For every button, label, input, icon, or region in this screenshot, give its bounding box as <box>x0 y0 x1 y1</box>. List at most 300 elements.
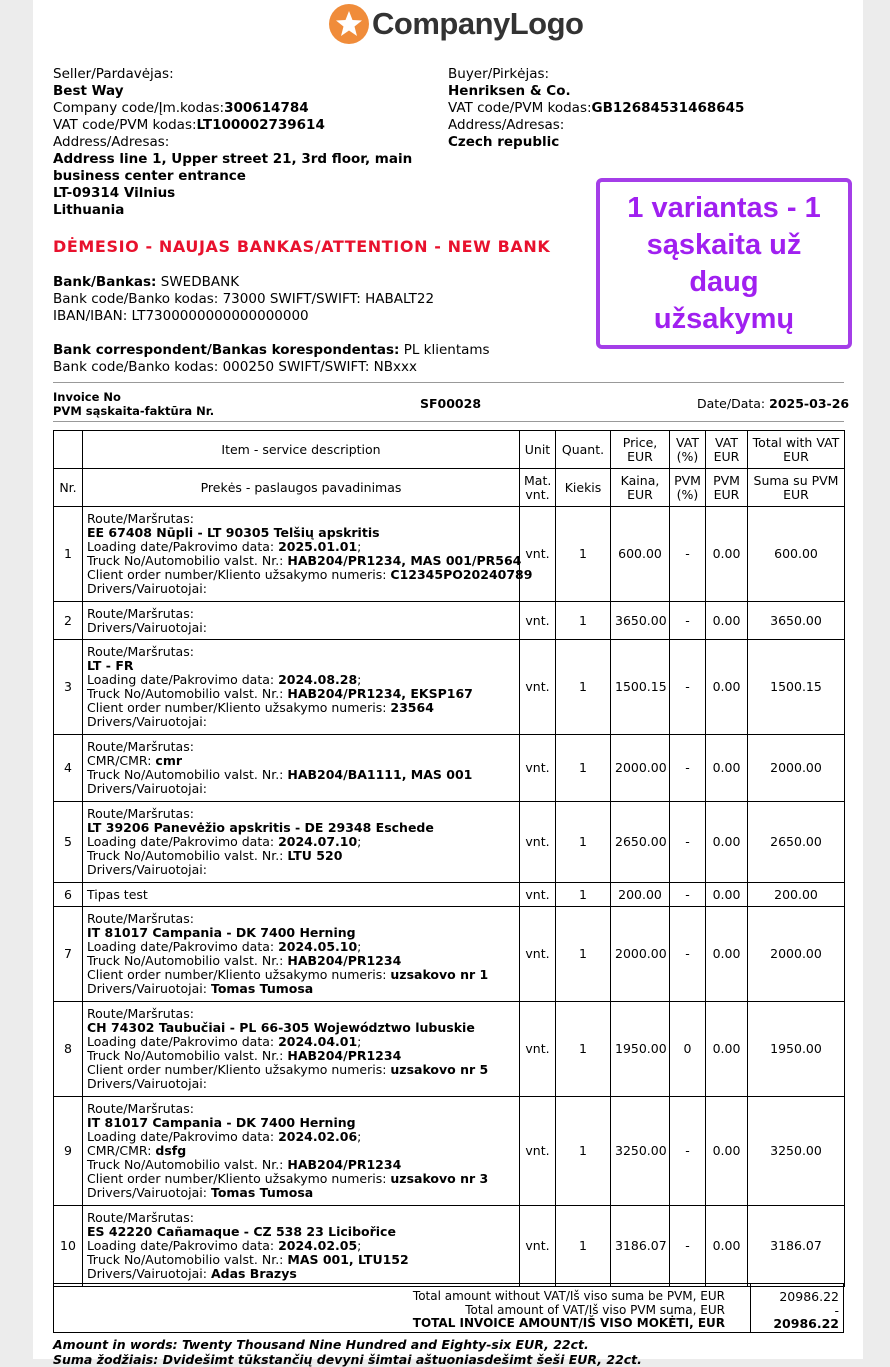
total-amount: 20986.22 <box>773 1316 839 1331</box>
description-value: LT - FR <box>87 658 134 673</box>
row-vat-percent: - <box>670 507 706 602</box>
description-label: Drivers/Vairuotojai: <box>87 1266 211 1281</box>
description-value: uzsakovo nr 3 <box>390 1171 489 1186</box>
row-number: 2 <box>54 602 83 640</box>
callout-line: užsakymų <box>653 302 795 335</box>
description-line <box>87 1267 515 1281</box>
description-line <box>87 687 515 701</box>
row-unit: vnt. <box>520 1206 556 1287</box>
description-label: Route/Maršrutas: <box>87 739 194 754</box>
description-label: Loading date/Pakrovimo data: <box>87 834 279 849</box>
description-line <box>87 645 515 659</box>
description-line <box>87 1158 515 1172</box>
description-label: Loading date/Pakrovimo data: <box>87 1129 279 1144</box>
header-cell: Item - service description <box>83 431 520 469</box>
description-value: 23564 <box>390 700 434 715</box>
description-value: CH 74302 Taubučiai - PL 66-305 Województwo lubuskie <box>87 1020 475 1035</box>
row-vat-percent: - <box>670 1097 706 1206</box>
row-vat-amount: 0.00 <box>706 1206 748 1287</box>
row-vat-percent: - <box>670 907 706 1002</box>
buyer-block <box>448 66 744 151</box>
description-label: Truck No/Automobilio valst. Nr.: <box>87 848 288 863</box>
description-line <box>87 849 515 863</box>
seller-name: Best Way <box>53 83 124 99</box>
row-vat-percent: - <box>670 883 706 907</box>
row-description <box>83 883 520 907</box>
row-number: 8 <box>54 1002 83 1097</box>
table-row <box>54 907 845 1002</box>
total-label: TOTAL INVOICE AMOUNT/IŠ VISO MOKĖTI, EUR <box>412 1316 725 1330</box>
description-label: Client order number/Klient​o užsakymo numeris: <box>87 700 391 715</box>
table-row <box>54 802 845 883</box>
company-logo <box>329 4 584 44</box>
bank-corr-name: PL klientams <box>403 342 490 358</box>
description-line <box>87 1021 515 1035</box>
table-row <box>54 1097 845 1206</box>
description-line <box>87 701 515 715</box>
seller-address-line: LT-09314 Vilnius <box>53 185 176 201</box>
row-vat-percent: - <box>670 802 706 883</box>
description-line <box>87 1211 515 1225</box>
description-label: Route/Maršrutas: <box>87 806 194 821</box>
row-description <box>83 507 533 602</box>
description-label: Loading date/Pakrovimo data: <box>87 539 279 554</box>
description-line <box>87 821 515 835</box>
row-vat-percent: - <box>670 602 706 640</box>
description-label: Drivers/Vairuotojai: <box>87 581 207 596</box>
seller-address-line: Address line 1, Upper street 21, 3rd floor, main <box>53 151 413 167</box>
description-label: Drivers/Vairuotojai: <box>87 862 207 877</box>
row-description <box>83 907 520 1002</box>
row-vat-amount: 0.00 <box>706 735 748 802</box>
row-vat-percent: 0 <box>670 1002 706 1097</box>
header-cell: VAT (%) <box>670 431 706 469</box>
row-unit: vnt. <box>520 507 556 602</box>
description-label: Route/Maršrutas: <box>87 644 194 659</box>
header-cell: Mat. vnt. <box>520 469 556 507</box>
row-total: 3250.00 <box>748 1097 845 1206</box>
divider <box>53 421 844 422</box>
row-price: 1950.00 <box>611 1002 670 1097</box>
row-vat-amount: 0.00 <box>706 907 748 1002</box>
description-value: 2024.07.10 <box>278 834 358 849</box>
invoice-label-lt: PVM sąskaita-faktūra Nr. <box>53 404 215 418</box>
row-number: 7 <box>54 907 83 1002</box>
table-row <box>54 735 845 802</box>
header-cell <box>54 431 83 469</box>
description-label: Client order number/Klient​o užsakymo numeris: <box>87 1062 391 1077</box>
description-line <box>87 1253 515 1267</box>
row-price: 3186.07 <box>611 1206 670 1287</box>
items-table <box>53 430 845 1287</box>
description-label: ; <box>357 1129 362 1144</box>
invoice-date-label: Date/Data: <box>697 396 766 411</box>
header-cell: Kiekis <box>556 469 611 507</box>
description-label: ; <box>357 939 362 954</box>
buyer-address: Czech republic <box>448 134 560 150</box>
description-line <box>87 607 515 621</box>
row-price: 200.00 <box>611 883 670 907</box>
description-label: CMR/CMR: <box>87 1143 156 1158</box>
description-label: Truck No/Automobilio valst. Nr.: <box>87 1157 288 1172</box>
divider <box>53 382 844 383</box>
description-line <box>87 673 515 687</box>
row-total: 2650.00 <box>748 802 845 883</box>
row-number: 5 <box>54 802 83 883</box>
description-label: Drivers/Vairuotojai: <box>87 714 207 729</box>
description-line <box>87 754 515 768</box>
description-label: Loading date/Pakrovimo data: <box>87 672 279 687</box>
description-value: IT 81017 Campania - DK 7400 Herning <box>87 1115 356 1130</box>
description-label: Drivers/Vairuotojai: <box>87 981 211 996</box>
invoice-number: SF00028 <box>420 396 482 411</box>
bank-corr-label: Bank correspondent/Bankas korespondentas: <box>53 342 400 358</box>
buyer-heading: Buyer/Pirkėjas: <box>448 66 550 82</box>
row-description <box>83 1097 520 1206</box>
seller-address-label: Address/Adresas: <box>53 134 170 150</box>
seller-address-line: Lithuania <box>53 202 125 218</box>
description-line <box>87 1172 515 1186</box>
row-vat-amount: 0.00 <box>706 507 748 602</box>
description-label: Drivers/Vairuotojai: <box>87 1185 211 1200</box>
description-label: Route/Maršrutas: <box>87 511 194 526</box>
row-quantity: 1 <box>556 802 611 883</box>
description-label: Truck No/Automobilio valst. Nr.: <box>87 686 288 701</box>
description-label: Drivers/Vairuotojai: <box>87 781 207 796</box>
description-line <box>87 1130 515 1144</box>
row-description <box>83 735 520 802</box>
description-value: dsfg <box>155 1143 187 1158</box>
description-line <box>87 1049 515 1063</box>
header-cell: Quant. <box>556 431 611 469</box>
table-header-row <box>54 469 845 507</box>
total-vat: - <box>834 1302 839 1318</box>
row-quantity: 1 <box>556 1206 611 1287</box>
description-line <box>87 1144 515 1158</box>
description-label: Route/Maršrutas: <box>87 1210 194 1225</box>
row-number: 1 <box>54 507 83 602</box>
description-value: HAB204/PR1234 <box>287 1048 402 1063</box>
seller-code-label: Company code/Įm.kodas: <box>53 100 225 116</box>
description-line <box>87 782 515 796</box>
row-vat-amount: 0.00 <box>706 602 748 640</box>
row-price: 2000.00 <box>611 907 670 1002</box>
description-value: EE 67408 Nūpli - LT 90305 Telšių apskritis <box>87 525 380 540</box>
row-description <box>83 640 520 735</box>
invoice-date-line <box>697 397 849 411</box>
description-label: Client order number/Klient​o užsakymo numeris: <box>87 967 391 982</box>
table-header-row <box>54 431 845 469</box>
description-label: Truck No/Automobilio valst. Nr.: <box>87 953 288 968</box>
description-label: Loading date/Pakrovimo data: <box>87 939 279 954</box>
description-line <box>87 1102 515 1116</box>
description-line <box>87 526 515 540</box>
description-value: 2024.08.28 <box>278 672 358 687</box>
row-unit: vnt. <box>520 735 556 802</box>
description-line <box>87 553 522 568</box>
row-description <box>83 1206 520 1287</box>
row-price: 600.00 <box>611 507 670 602</box>
row-number: 4 <box>54 735 83 802</box>
seller-vat-line <box>53 117 412 134</box>
description-line <box>87 512 515 526</box>
row-price: 2000.00 <box>611 735 670 802</box>
header-cell: Unit <box>520 431 556 469</box>
bank-corr-code-line: Bank code/Banko kodas: 000250 SWIFT/SWIFT: NBxxx <box>53 359 417 375</box>
seller-code: 300614784 <box>224 100 309 116</box>
description-line <box>87 1077 515 1091</box>
bank-code-line: Bank code/Banko kodas: 73000 SWIFT/SWIFT: HABALT22 <box>53 291 435 307</box>
row-unit: vnt. <box>520 1097 556 1206</box>
description-label: Drivers/Vairuotojai: <box>87 619 207 635</box>
description-line <box>87 807 515 821</box>
seller-vat: LT100002739614 <box>196 117 325 133</box>
description-value: 2024.05.10 <box>278 939 358 954</box>
description-label: Route/Maršrutas: <box>87 911 194 926</box>
table-row <box>54 602 845 640</box>
description-line <box>87 621 515 635</box>
amount-in-words <box>53 1337 642 1367</box>
header-cell: Suma su PVM EUR <box>748 469 845 507</box>
description-label: Truck No/Automobilio valst. Nr.: <box>87 553 288 568</box>
row-number: 3 <box>54 640 83 735</box>
row-unit: vnt. <box>520 640 556 735</box>
row-unit: vnt. <box>520 883 556 907</box>
table-row <box>54 640 845 735</box>
row-unit: vnt. <box>520 602 556 640</box>
seller-code-line <box>53 100 412 117</box>
description-line <box>87 1186 515 1200</box>
row-number: 10 <box>54 1206 83 1287</box>
table-row <box>54 507 845 602</box>
description-value: IT 81017 Campania - DK 7400 Herning <box>87 925 356 940</box>
row-number: 6 <box>54 883 83 907</box>
buyer-name: Henriksen & Co. <box>448 83 571 99</box>
invoice-number-label <box>53 390 214 418</box>
description-label: Loading date/Pakrovimo data: <box>87 1238 279 1253</box>
seller-address-line: business center entrance <box>53 168 246 184</box>
row-vat-percent: - <box>670 1206 706 1287</box>
row-description <box>83 602 520 640</box>
callout-line: sąskaita už <box>646 228 802 261</box>
description-label: Route/Maršrutas: <box>87 605 194 621</box>
description-label: Truck No/Automobilio valst. Nr.: <box>87 1252 288 1267</box>
row-quantity: 1 <box>556 907 611 1002</box>
description-label: Drivers/Vairuotojai: <box>87 1076 207 1091</box>
description-value: 2025.01.01 <box>278 539 358 554</box>
description-label: ; <box>357 1238 362 1253</box>
description-value: Adas Brazys <box>210 1266 297 1281</box>
header-cell: VAT EUR <box>706 431 748 469</box>
description-line <box>87 888 515 902</box>
attention-notice: DĖMESIO - NAUJAS BANKAS/ATTENTION - NEW BANK <box>53 237 551 256</box>
description-line <box>87 1225 515 1239</box>
star-circle-icon <box>329 4 369 44</box>
description-line <box>87 912 515 926</box>
row-price: 1500.15 <box>611 640 670 735</box>
description-line <box>87 582 515 596</box>
bank-block <box>53 274 490 376</box>
row-vat-amount: 0.00 <box>706 883 748 907</box>
callout-box <box>596 178 852 349</box>
description-line <box>87 740 515 754</box>
description-line <box>87 1116 515 1130</box>
row-price: 2650.00 <box>611 802 670 883</box>
description-value: HAB204/PR1234 <box>287 953 402 968</box>
description-value: LTU 520 <box>287 848 343 863</box>
description-value: MAS 001, LTU152 <box>287 1252 409 1267</box>
row-quantity: 1 <box>556 735 611 802</box>
bank-label: Bank/Bankas: <box>53 274 157 290</box>
description-value: ES 42220 Cañamaque - CZ 538 23 Licibořice <box>87 1224 396 1239</box>
header-cell: Nr. <box>54 469 83 507</box>
description-value: HAB204/BA1111, MAS 001 <box>287 767 473 782</box>
description-label: Client order number/Klient​o užsakymo numeris: <box>87 1171 391 1186</box>
description-value: HAB204/PR1234, EKSP167 <box>287 686 473 701</box>
header-cell: Prekės - paslaugos pavadinimas <box>83 469 520 507</box>
totals-labels <box>413 1290 725 1331</box>
buyer-vat-label: VAT code/PVM kodas: <box>448 100 592 116</box>
row-total: 3650.00 <box>748 602 845 640</box>
seller-heading: Seller/Pardavėjas: <box>53 66 174 82</box>
total-vat-label: Total amount of VAT/Iš viso PVM suma, EUR <box>465 1302 725 1317</box>
row-quantity: 1 <box>556 1097 611 1206</box>
row-vat-percent: - <box>670 640 706 735</box>
row-vat-percent: - <box>670 735 706 802</box>
description-label: ; <box>357 672 362 687</box>
amount-words-lt: Suma žodžiais: Dvidešimt tūkstančių devyni šimtai aštuoniasdešimt šeši EUR, 22ct. <box>53 1352 642 1367</box>
description-line <box>87 982 515 996</box>
buyer-address-label: Address/Adresas: <box>448 117 565 133</box>
amount-words-en: Amount in words: Twenty Thousand Nine Hundred and Eighty-six EUR, 22ct. <box>53 1337 589 1352</box>
row-vat-amount: 0.00 <box>706 1097 748 1206</box>
header-cell: Total with VAT EUR <box>748 431 845 469</box>
callout-line: daug <box>689 265 759 298</box>
invoice-page <box>33 0 863 1367</box>
table-row <box>54 883 845 907</box>
row-price: 3650.00 <box>611 602 670 640</box>
bank-corr-line <box>53 342 490 359</box>
description-value: 2024.04.01 <box>278 1034 358 1049</box>
seller-block <box>53 66 412 219</box>
row-description <box>83 802 520 883</box>
invoice-date: 2025-03-26 <box>769 396 850 411</box>
description-line <box>87 1007 515 1021</box>
buyer-vat-line <box>448 100 744 117</box>
buyer-vat: GB12684531468645 <box>591 100 745 116</box>
description-label: Truck No/Automobilio valst. Nr.: <box>87 767 288 782</box>
description-label: Client order number/Kliento užsakymo numeris: <box>87 567 391 582</box>
description-value: HAB204/PR1234, MAS 001/PR564 <box>287 553 522 568</box>
row-quantity: 1 <box>556 640 611 735</box>
totals-box <box>53 1283 844 1333</box>
logo-text: CompanyLogo <box>372 6 584 41</box>
description-line <box>87 863 515 877</box>
description-line <box>87 715 515 729</box>
row-vat-amount: 0.00 <box>706 802 748 883</box>
description-line <box>87 968 515 982</box>
description-label: Route/Maršrutas: <box>87 1101 194 1116</box>
description-line <box>87 567 533 582</box>
description-value: uzsakovo nr 1 <box>390 967 489 982</box>
description-label: ; <box>357 834 362 849</box>
row-vat-amount: 0.00 <box>706 1002 748 1097</box>
row-number: 9 <box>54 1097 83 1206</box>
description-line <box>87 940 515 954</box>
description-line <box>87 926 515 940</box>
bank-iban-line: IBAN/IBAN: LT7300000000000000000 <box>53 308 309 324</box>
description-value: 2024.02.05 <box>278 1238 358 1253</box>
description-line <box>87 1239 515 1253</box>
bank-name: SWEDBANK <box>160 274 240 290</box>
header-cell: Price, EUR <box>611 431 670 469</box>
description-value: 2024.02.06 <box>278 1129 358 1144</box>
description-value: uzsakovo nr 5 <box>390 1062 489 1077</box>
row-unit: vnt. <box>520 802 556 883</box>
description-value: LT 39206 Panevėžio apskritis - DE 29348 Eschede <box>87 820 434 835</box>
header-cell: PVM EUR <box>706 469 748 507</box>
description-line <box>87 954 515 968</box>
description-line <box>87 768 515 782</box>
description-label: ; <box>357 1034 362 1049</box>
row-total: 3186.07 <box>748 1206 845 1287</box>
description-value: HAB204/PR1234 <box>287 1157 402 1172</box>
description-label: Truck No/Automobilio valst. Nr.: <box>87 1048 288 1063</box>
table-row <box>54 1002 845 1097</box>
description-line <box>87 1035 515 1049</box>
description-line <box>87 659 515 673</box>
row-unit: vnt. <box>520 1002 556 1097</box>
row-description <box>83 1002 520 1097</box>
row-quantity: 1 <box>556 507 611 602</box>
table-row <box>54 1206 845 1287</box>
header-cell: PVM (%) <box>670 469 706 507</box>
description-label: CMR/CMR: <box>87 753 156 768</box>
bank-line <box>53 274 490 291</box>
row-price: 3250.00 <box>611 1097 670 1206</box>
description-value: Tomas Tumosa <box>210 981 314 996</box>
seller-vat-label: VAT code/PVM kodas: <box>53 117 197 133</box>
total-without-vat: 20986.22 <box>779 1289 839 1304</box>
description-label: Loading date/Pakrovimo data: <box>87 1034 279 1049</box>
description-value: Tomas Tumosa <box>210 1185 314 1200</box>
row-total: 600.00 <box>748 507 845 602</box>
row-quantity: 1 <box>556 883 611 907</box>
invoice-label-en: Invoice No <box>53 390 121 404</box>
total-without-vat-label: Total amount without VAT/Iš viso suma be PVM, EUR <box>412 1289 725 1303</box>
row-total: 2000.00 <box>748 735 845 802</box>
description-label: Tipas test <box>87 886 148 902</box>
header-cell: Kaina, EUR <box>611 469 670 507</box>
row-vat-amount: 0.00 <box>706 640 748 735</box>
row-quantity: 1 <box>556 602 611 640</box>
row-unit: vnt. <box>520 907 556 1002</box>
row-total: 1500.15 <box>748 640 845 735</box>
row-total: 200.00 <box>748 883 845 907</box>
description-line <box>87 540 515 554</box>
row-quantity: 1 <box>556 1002 611 1097</box>
callout-line: 1 variantas - 1 <box>627 191 821 224</box>
description-value: cmr <box>155 753 183 768</box>
description-line <box>87 1063 515 1077</box>
description-line <box>87 835 515 849</box>
description-label: Route/Maršrutas: <box>87 1006 194 1021</box>
description-value: C12345PO20240789 <box>390 567 533 582</box>
row-total: 1950.00 <box>748 1002 845 1097</box>
row-total: 2000.00 <box>748 907 845 1002</box>
description-label: ; <box>357 539 362 554</box>
totals-values <box>750 1284 843 1332</box>
